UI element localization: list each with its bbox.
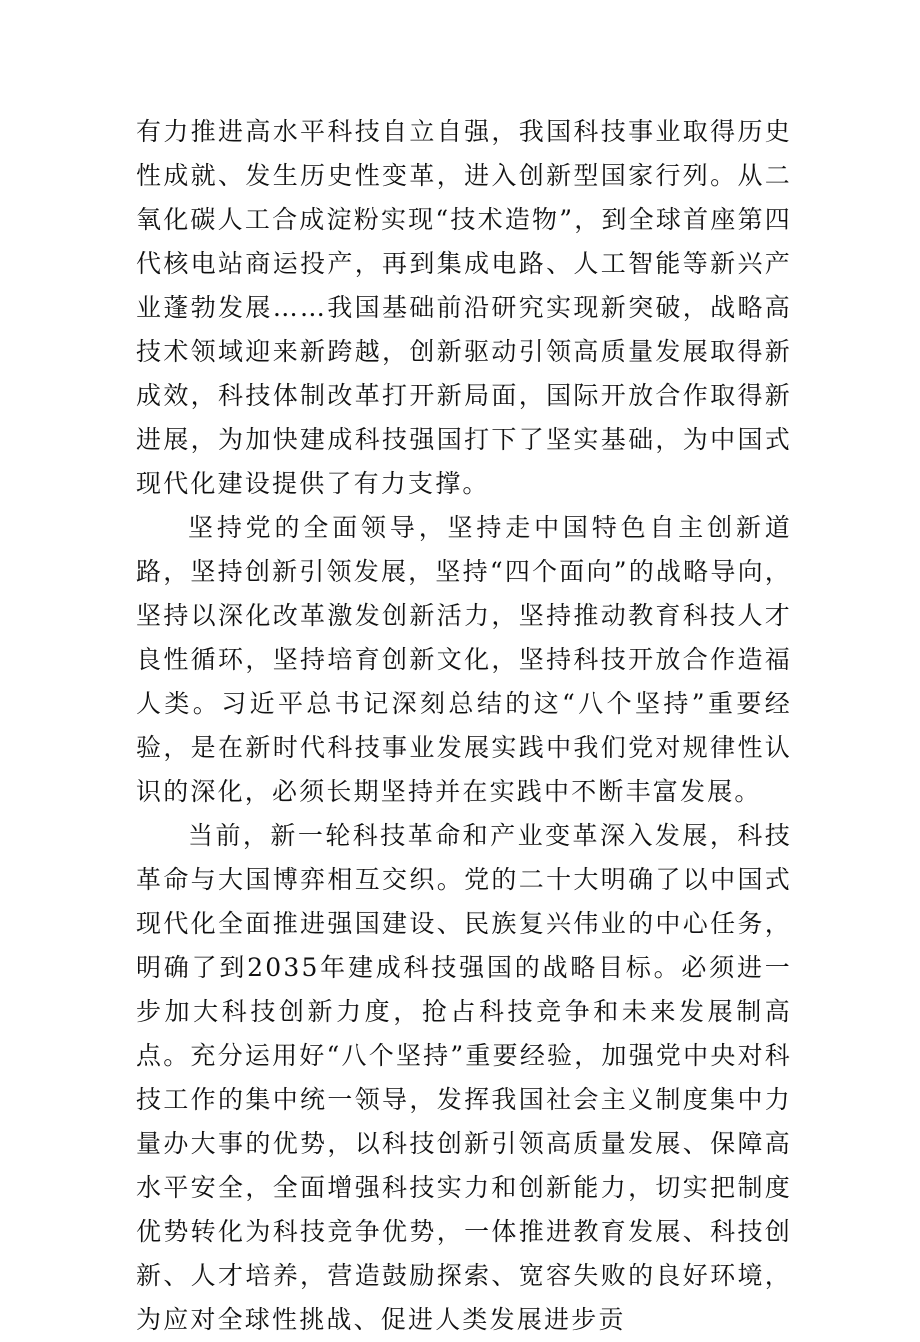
document-body bbox=[136, 110, 792, 1342]
paragraph-3: 当前，新一轮科技革命和产业变革深入发展，科技革命与大国博弈相互交织。党的二十大明确了以中国式现代化全面推进强国建设、民族复兴伟业的中心任务，明确了到2035年建成科技强国的战略目标。必须进一步加大科技创新力度，抢占科技竞争和未来发展制高点。充分运用好“八个坚持”重要经验，加强党中央对科技工作的集中统一领导，发挥我国社会主义制度集中力量办大事的优势，以科技创新引领高质量发展、保障高水平安全，全面增强科技实力和创新能力，切实把制度优势转化为科技竞争优势，一体推进教育发展、科技创新、人才培养，营造鼓励探索、宽容失败的良好环境，为应对全球性挑战、促进人类发展进步贡 bbox=[136, 821, 792, 1334]
paragraph-2: 坚持党的全面领导，坚持走中国特色自主创新道路，坚持创新引领发展，坚持“四个面向”的战略导向，坚持以深化改革激发创新活力，坚持推动教育科技人才良性循环，坚持培育创新文化，坚持科技开放合作造福人类。习近平总书记深刻总结的这“八个坚持”重要经验，是在新时代科技事业发展实践中我们党对规律性认识的深化，必须长期坚持并在实践中不断丰富发展。 bbox=[136, 513, 792, 806]
paragraph-1: 有力推进高水平科技自立自强，我国科技事业取得历史性成就、发生历史性变革，进入创新型国家行列。从二氧化碳人工合成淀粉实现“技术造物”，到全球首座第四代核电站商运投产，再到集成电路、人工智能等新兴产业蓬勃发展……我国基础前沿研究实现新突破，战略高技术领域迎来新跨越，创新驱动引领高质量发展取得新成效，科技体制改革打开新局面，国际开放合作取得新进展，为加快建成科技强国打下了坚实基础，为中国式现代化建设提供了有力支撑。 bbox=[136, 117, 792, 498]
